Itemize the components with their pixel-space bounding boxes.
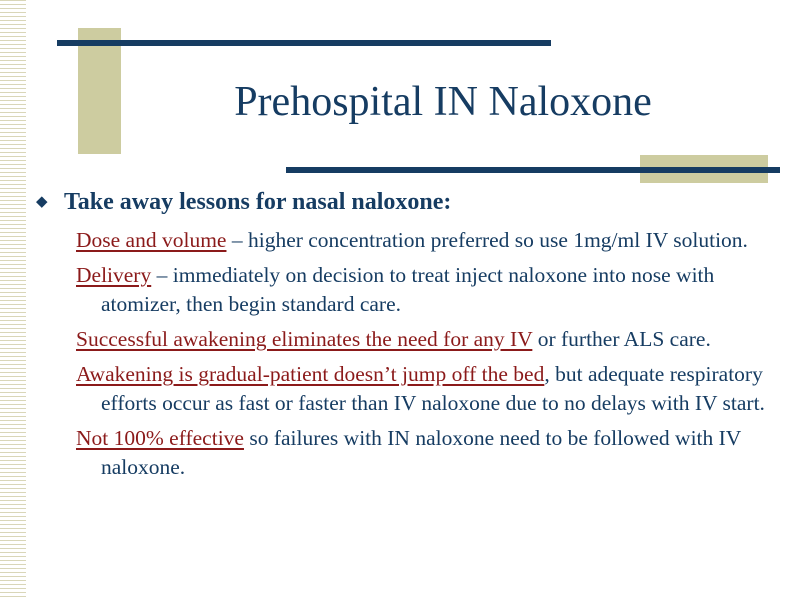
decorative-line-top bbox=[57, 40, 551, 46]
decorative-block-top-left bbox=[78, 28, 121, 154]
list-item bbox=[76, 261, 776, 319]
item-text: so failures with IN naloxone need to be followed with IV naloxone. bbox=[101, 426, 741, 479]
list-item bbox=[76, 226, 776, 255]
item-link[interactable]: Not 100% effective bbox=[76, 426, 244, 450]
item-text: or further ALS care. bbox=[532, 327, 711, 351]
list-item bbox=[76, 325, 776, 354]
lesson-list bbox=[76, 226, 776, 488]
list-item bbox=[76, 424, 776, 482]
slide-title: Prehospital IN Naloxone bbox=[234, 79, 652, 125]
item-link[interactable]: Awakening is gradual-patient doesn’t jump off the bed bbox=[76, 362, 545, 386]
main-bullet bbox=[36, 186, 776, 218]
item-text: – immediately on decision to treat inject naloxone into nose with atomizer, then begin standard care. bbox=[101, 263, 715, 316]
striped-side-bar bbox=[0, 0, 26, 600]
item-link[interactable]: Successful awakening eliminates the need for any IV bbox=[76, 327, 533, 351]
diamond-bullet-icon: ◆ bbox=[36, 194, 48, 210]
main-bullet-text: Take away lessons for nasal naloxone: bbox=[64, 189, 452, 215]
item-text: , but adequate respiratory efforts occur as fast or faster than IV naloxone due to no delays with IV start. bbox=[101, 362, 765, 415]
list-item bbox=[76, 360, 776, 418]
item-link[interactable]: Dose and volume bbox=[76, 228, 227, 252]
item-link[interactable]: Delivery bbox=[76, 263, 152, 287]
decorative-line-bottom bbox=[286, 167, 780, 173]
item-text: – higher concentration preferred so use 1mg/ml IV solution. bbox=[226, 228, 748, 252]
